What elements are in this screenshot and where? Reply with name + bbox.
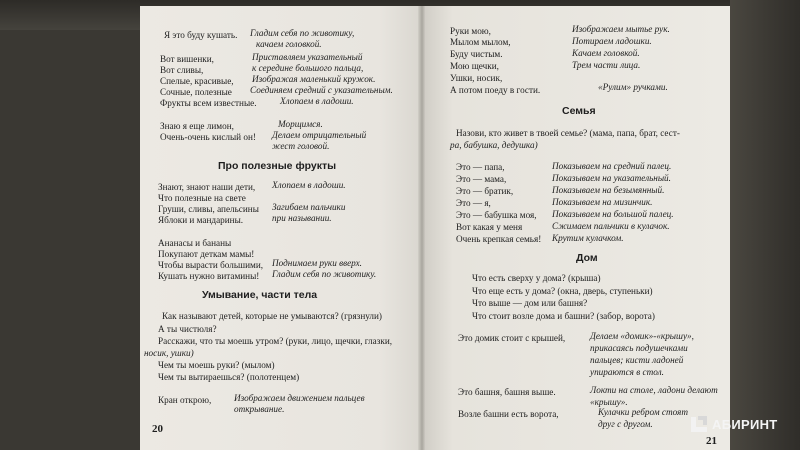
left-instruction-line: Гладим себя по животику, (250, 28, 355, 38)
right-verse-line: Назови, кто живет в твоей семье? (мама, папа, брат, сест- (456, 128, 680, 138)
right-instruction-line: Кулачки ребром стоят (598, 407, 688, 417)
left-verse-line: Вот вишенки, (160, 54, 214, 64)
right-verse-line: Очень крепкая семья! (456, 234, 542, 244)
labirint-logo-icon (688, 413, 710, 435)
left-instruction-line: Изображаем движением пальцев (234, 393, 365, 403)
right-verse-line: Мылом мылом, (450, 37, 511, 47)
right-instruction-line: Показываем на указательный. (552, 173, 671, 183)
left-verse-line: Я это буду кушать. (164, 30, 238, 40)
background-right (730, 0, 800, 450)
left-verse-line: Очень-очень кислый он! (160, 132, 256, 142)
right-verse-line: Руки мою, (450, 26, 491, 36)
right-verse-line: Это — мама, (456, 174, 507, 184)
left-instruction-line: качаем головкой. (256, 39, 322, 49)
right-verse-line: Ушки, носик, (450, 73, 503, 83)
right-instruction-line: прикасаясь подушечками (590, 343, 688, 353)
left-verse-line: А ты чистюля? (158, 324, 217, 334)
left-instruction-line: при назывании. (272, 213, 332, 223)
right-instruction-line: Локти на столе, ладони делают (590, 385, 718, 395)
right-instruction-line: Показываем на мизинчик. (552, 197, 653, 207)
right-verse-line: Возле башни есть ворота, (458, 409, 559, 419)
left-verse-line: Яблоки и мандарины. (158, 215, 244, 225)
right-instruction-line: друг с другом. (598, 419, 653, 429)
right-instruction-line: Изображаем мытье рук. (572, 24, 670, 34)
right-verse-line: Это домик стоит с крышей, (458, 333, 566, 343)
left-verse-line: Ананасы и бананы (158, 238, 232, 248)
left-instruction-line: Хлопаем в ладоши. (272, 180, 346, 190)
right-verse-line: Буду чистым. (450, 49, 503, 59)
left-verse-line: Кушать нужно витамины! (158, 271, 260, 281)
left-verse-line: Спелые, красивые, (160, 76, 234, 86)
right-instruction-line: пальцев; кисти ладоней (590, 355, 684, 365)
right-instruction-line: Трем части лица. (572, 60, 641, 70)
left-verse-line: Расскажи, что ты моешь утром? (руки, лицо, щечки, глазки, (158, 336, 393, 346)
left-instruction-line: Делаем отрицательный (272, 130, 367, 140)
left-instruction-line: Соединяем средний с указательным. (250, 85, 393, 95)
right-instruction-line: Качаем головкой. (572, 48, 640, 58)
left-verse-line: Знаю я еще лимон, (160, 121, 234, 131)
right-heading: Семья (562, 105, 596, 117)
left-heading: Умывание, части тела (202, 289, 318, 301)
right-verse-line: Это — я, (456, 198, 491, 208)
left-verse-line: Сочные, полезные (160, 87, 232, 97)
left-instruction-line: Поднимаем руки вверх. (272, 258, 362, 268)
right-page (422, 6, 730, 450)
left-verse-line: Что полезные на свете (158, 193, 246, 203)
right-verse-line: Что стоит возле дома и башни? (забор, ворота) (472, 311, 655, 321)
right-instruction-line: Показываем на безымянный. (552, 185, 665, 195)
right-instruction-line: ра, бабушка, дедушка) (450, 140, 538, 150)
right-verse-line: Это — бабушка моя, (456, 210, 537, 220)
left-instruction-line: к середине большого пальца, (252, 63, 364, 73)
right-instruction-line: Сжимаем пальчики в кулачок. (552, 221, 670, 231)
left-instruction-line: Загибаем пальчики (272, 202, 346, 212)
right-instruction-line: Показываем на средний палец. (552, 161, 672, 171)
left-verse-line: Фрукты всем известные. (160, 98, 257, 108)
right-instruction-line: Делаем «домик»-«крышу», (590, 331, 694, 341)
left-page (140, 6, 422, 450)
right-verse-line: Что еще есть у дома? (окна, дверь, ступеньки) (472, 286, 653, 296)
right-instruction-line: Потираем ладошки. (572, 36, 652, 46)
right-instruction-line: упираются в стол. (590, 367, 664, 377)
watermark-text: АБИРИНТ (712, 417, 778, 432)
labirint-watermark (688, 411, 800, 439)
right-verse-line: Вот какая у меня (456, 222, 523, 232)
right-instruction-line: Показываем на большой палец. (552, 209, 674, 219)
right-verse-line: Это — папа, (456, 162, 505, 172)
left-verse-line: Чтобы вырасти большими, (158, 260, 264, 270)
right-verse-line: А потом поеду в гости. (450, 85, 541, 95)
left-instruction-line: Изображая маленький кружок. (252, 74, 376, 84)
left-instruction-line: жест головой. (272, 141, 330, 151)
left-instruction-line: Гладим себя по животику. (272, 269, 377, 279)
right-verse-line: Это башня, башня выше. (458, 387, 556, 397)
right-heading: Дом (576, 252, 598, 264)
right-instruction-line: «Рулим» ручками. (598, 82, 668, 92)
page-number-right: 21 (706, 435, 717, 447)
left-verse-line: Чем ты вытираешься? (полотенцем) (158, 372, 300, 382)
right-verse-line: Мою щечки, (450, 61, 499, 71)
left-verse-line: Кран открою, (158, 395, 212, 405)
left-verse-line: Знают, знают наши дети, (158, 182, 256, 192)
left-verse-line: Вот сливы, (160, 65, 204, 75)
left-instruction-line: Хлопаем в ладоши. (280, 96, 354, 106)
book-spine (418, 6, 426, 450)
right-verse-line: Что выше — дом или башня? (472, 298, 588, 308)
left-heading: Про полезные фрукты (218, 160, 337, 172)
left-instruction-line: Морщимся. (278, 119, 323, 129)
right-instruction-line: «крышу». (590, 397, 628, 407)
left-instruction-line: открывание. (234, 404, 285, 414)
left-instruction-line: носик, ушки) (144, 348, 194, 358)
page-number-left: 20 (152, 423, 163, 435)
left-verse-line: Груши, сливы, апельсины (158, 204, 259, 214)
left-verse-line: Как называют детей, которые не умываются? (грязнули) (162, 311, 382, 321)
right-verse-line: Что есть сверху у дома? (крыша) (472, 273, 601, 283)
right-instruction-line: Крутим кулачком. (552, 233, 624, 243)
left-verse-line: Чем ты моешь руки? (мылом) (158, 360, 275, 370)
left-verse-line: Покупают деткам мамы! (158, 249, 255, 259)
right-verse-line: Это — братик, (456, 186, 514, 196)
left-instruction-line: Приставляем указательный (252, 52, 363, 62)
